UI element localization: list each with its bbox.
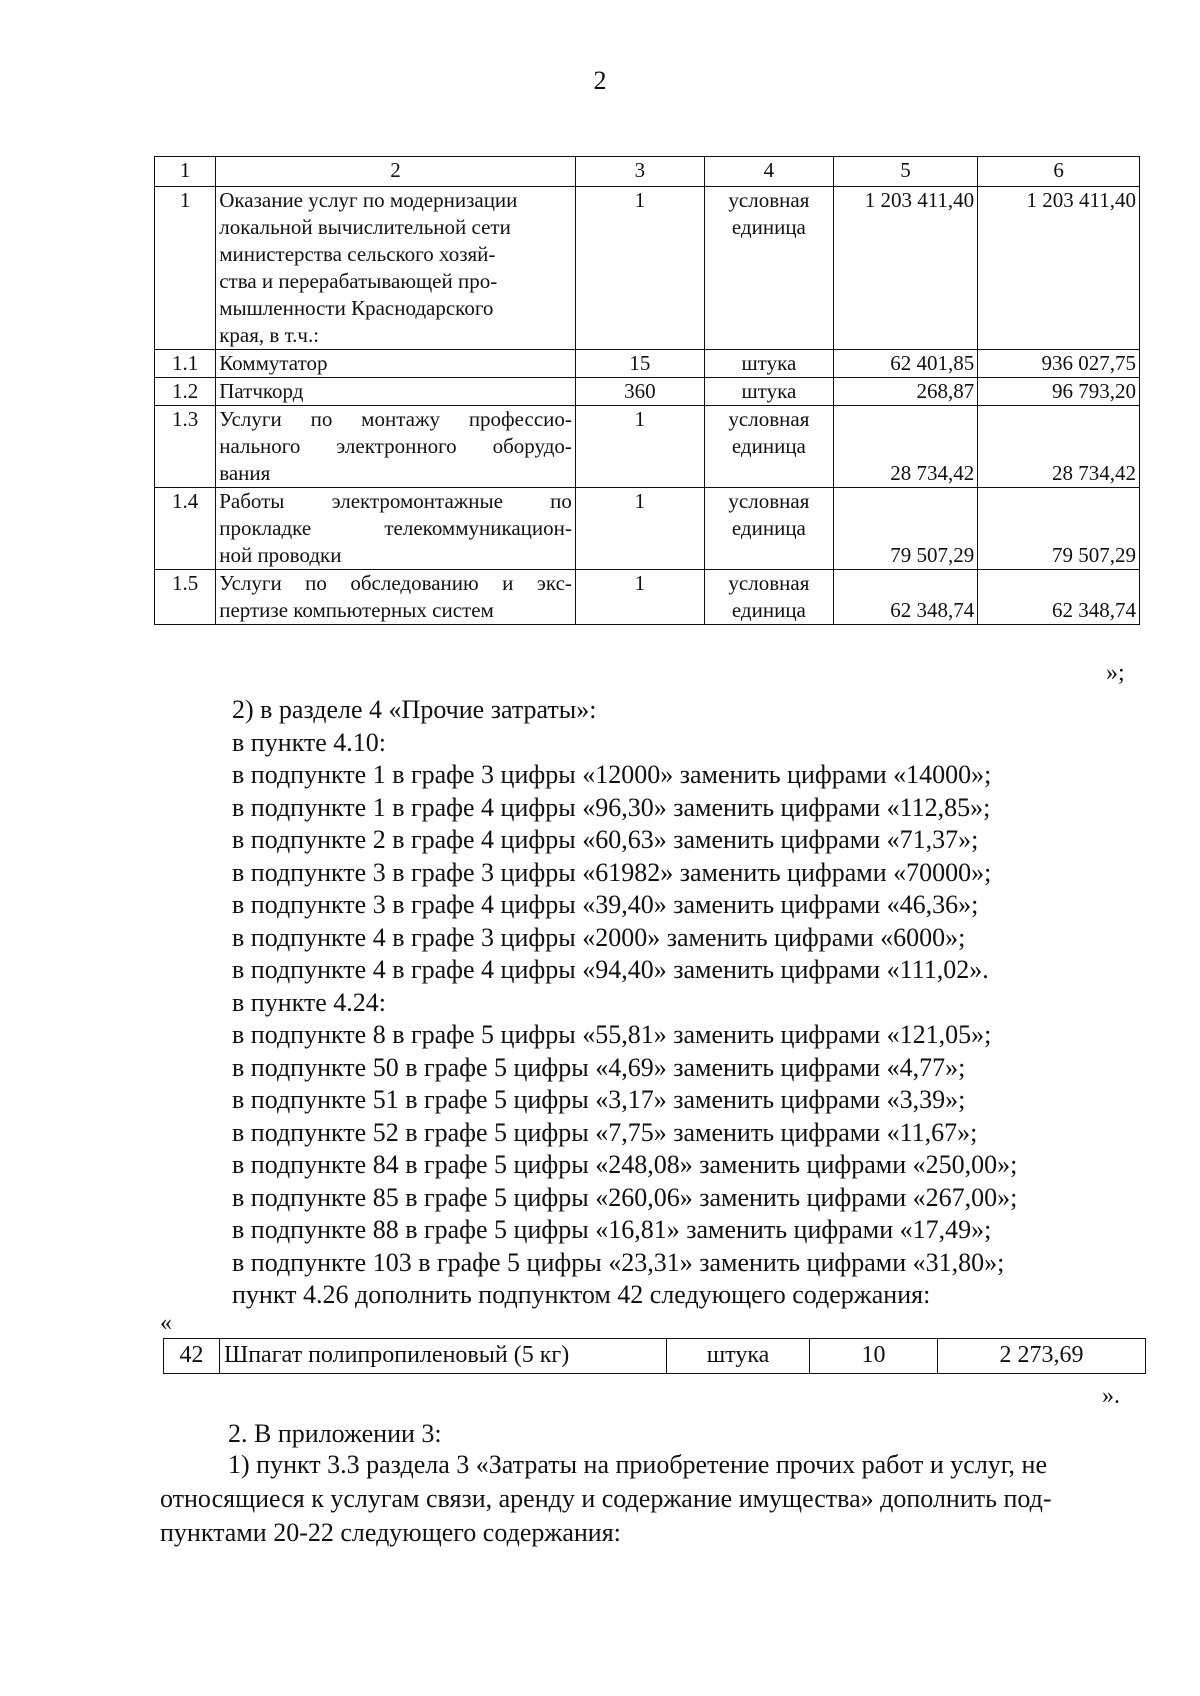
table-row (155, 488, 1140, 570)
row-total: 79 507,29 (978, 488, 1140, 570)
row-name: Патчкорд (216, 378, 576, 406)
table-closing-quote: »; (1106, 660, 1125, 686)
costs-table (154, 156, 1140, 625)
table-row (155, 350, 1140, 378)
row-unit-line: условная (728, 407, 810, 431)
row-name-line: Услуги по монтажу профессио- (219, 407, 572, 431)
row-quantity: 1 (575, 488, 704, 570)
text-line: 2) в разделе 4 «Прочие затраты»: (232, 695, 597, 724)
row-number: 1.4 (155, 488, 216, 570)
text-line: в подпункте 1 в графе 3 цифры «12000» заменить цифрами «14000»; (232, 760, 992, 789)
row-quantity: 1 (575, 406, 704, 488)
item-price: 2 273,69 (938, 1339, 1146, 1374)
row-number: 1.2 (155, 378, 216, 406)
text-line: в пункте 4.24: (232, 987, 387, 1017)
row-quantity: 1 (575, 570, 704, 625)
text-line: в подпункте 103 в графе 5 цифры «23,31» заменить цифрами «31,80»; (232, 1247, 1005, 1277)
header-cell: 5 (833, 157, 977, 187)
item-number: 42 (164, 1339, 220, 1374)
header-cell: 6 (978, 157, 1140, 187)
text-line: в подпункте 1 в графе 4 цифры «96,30» заменить цифрами «112,85»; (232, 792, 991, 822)
row-unit (704, 488, 833, 570)
item-open-quote: « (160, 1310, 172, 1336)
table-row (155, 570, 1140, 625)
text-line: пункт 4.26 дополнить подпунктом 42 следующего содержания: (232, 1280, 931, 1309)
text-line: в подпункте 4 в графе 4 цифры «94,40» заменить цифрами «111,02». (232, 955, 989, 984)
table-row (155, 378, 1140, 406)
item-quantity: 10 (810, 1339, 938, 1374)
row-price: 1 203 411,40 (833, 187, 977, 350)
text-line: в подпункте 8 в графе 5 цифры «55,81» заменить цифрами «121,05»; (232, 1020, 992, 1049)
row-total: 62 348,74 (978, 570, 1140, 625)
text-line: в подпункте 84 в графе 5 цифры «248,08» заменить цифрами «250,00»; (232, 1150, 1018, 1179)
row-quantity: 1 (575, 187, 704, 350)
amendments-text (232, 694, 1112, 1312)
header-cell: 3 (575, 157, 704, 187)
row-unit (704, 570, 833, 625)
row-name (216, 406, 576, 488)
text-line: 1) пункт 3.3 раздела 3 «Затраты на приобретение прочих работ и услуг, не (228, 1450, 1047, 1479)
row-price: 28 734,42 (833, 406, 977, 488)
row-name-line: Работы электромонтажные по (219, 489, 572, 513)
row-name-line: мышленности Краснодарского (219, 296, 494, 320)
row-name-line: ства и перерабатывающей про- (219, 269, 498, 293)
row-name-line: нального электронного оборудо- (219, 434, 572, 458)
text-line: в подпункте 2 в графе 4 цифры «60,63» заменить цифрами «71,37»; (232, 825, 979, 854)
row-name: Коммутатор (216, 350, 576, 378)
row-unit-line: единица (731, 434, 806, 458)
row-number: 1 (155, 187, 216, 350)
row-quantity: 360 (575, 378, 704, 406)
text-line: пунктами 20-22 следующего содержания: (160, 1518, 621, 1547)
row-unit: штука (704, 350, 833, 378)
section2-heading: 2. В приложении 3: (228, 1419, 442, 1448)
row-name-line: министерства сельского хозяй- (219, 242, 496, 266)
row-name-line: локальной вычислительной сети (219, 215, 511, 239)
row-name-line: прокладке телекоммуникацион- (219, 516, 572, 540)
header-cell: 2 (216, 157, 576, 187)
row-price: 79 507,29 (833, 488, 977, 570)
row-total: 96 793,20 (978, 378, 1140, 406)
row-unit-line: единица (731, 598, 806, 622)
table-row (155, 406, 1140, 488)
text-line: в подпункте 88 в графе 5 цифры «16,81» заменить цифрами «17,49»; (232, 1215, 992, 1244)
row-total: 936 027,75 (978, 350, 1140, 378)
row-name (216, 488, 576, 570)
row-name-line: Оказание услуг по модернизации (219, 188, 518, 212)
row-name (216, 187, 576, 350)
item-name: Шпагат полипропиленовый (5 кг) (220, 1339, 667, 1374)
text-line: в пункте 4.10: (232, 727, 387, 757)
row-number: 1.1 (155, 350, 216, 378)
item-unit: штука (667, 1339, 810, 1374)
row-name-line: края, в т.ч.: (219, 323, 320, 347)
row-total: 28 734,42 (978, 406, 1140, 488)
row-name-line: Услуги по обследованию и экс- (219, 571, 572, 595)
row-unit-line: единица (731, 516, 806, 540)
row-quantity: 15 (575, 350, 704, 378)
row-unit-line: единица (731, 215, 806, 239)
text-line: в подпункте 52 в графе 5 цифры «7,75» заменить цифрами «11,67»; (232, 1117, 978, 1147)
text-line: в подпункте 51 в графе 5 цифры «3,17» заменить цифрами «3,39»; (232, 1085, 966, 1114)
row-price: 62 348,74 (833, 570, 977, 625)
row-price: 268,87 (833, 378, 977, 406)
row-price: 62 401,85 (833, 350, 977, 378)
row-number: 1.3 (155, 406, 216, 488)
row-name-line: вания (219, 461, 271, 485)
row-unit: штука (704, 378, 833, 406)
row-unit-line: условная (728, 489, 810, 513)
row-unit-line: условная (728, 188, 810, 212)
row-name-line: пертизе компьютерных систем (219, 598, 494, 622)
text-line: в подпункте 3 в графе 3 цифры «61982» заменить цифрами «70000»; (232, 857, 992, 887)
header-cell: 4 (704, 157, 833, 187)
row-total: 1 203 411,40 (978, 187, 1140, 350)
row-unit-line: условная (728, 571, 810, 595)
table-row (164, 1339, 1146, 1374)
row-unit (704, 406, 833, 488)
row-name-line: ной проводки (219, 543, 342, 567)
table-header-row (155, 157, 1140, 187)
row-unit (704, 187, 833, 350)
item-closing-quote: ». (1102, 1383, 1120, 1409)
text-line: в подпункте 3 в графе 4 цифры «39,40» заменить цифрами «46,36»; (232, 890, 979, 919)
page-number: 2 (593, 66, 607, 95)
text-line: относящиеся к услугам связи, аренду и содержание имущества» дополнить под- (160, 1484, 1052, 1513)
table-row (155, 187, 1140, 350)
section2-paragraph (160, 1448, 1136, 1550)
text-line: в подпункте 85 в графе 5 цифры «260,06» заменить цифрами «267,00»; (232, 1182, 1018, 1212)
row-name (216, 570, 576, 625)
row-number: 1.5 (155, 570, 216, 625)
text-line: в подпункте 50 в графе 5 цифры «4,69» заменить цифрами «4,77»; (232, 1052, 966, 1082)
text-line: в подпункте 4 в графе 3 цифры «2000» заменить цифрами «6000»; (232, 922, 966, 952)
header-cell: 1 (155, 157, 216, 187)
item-table (163, 1338, 1146, 1374)
